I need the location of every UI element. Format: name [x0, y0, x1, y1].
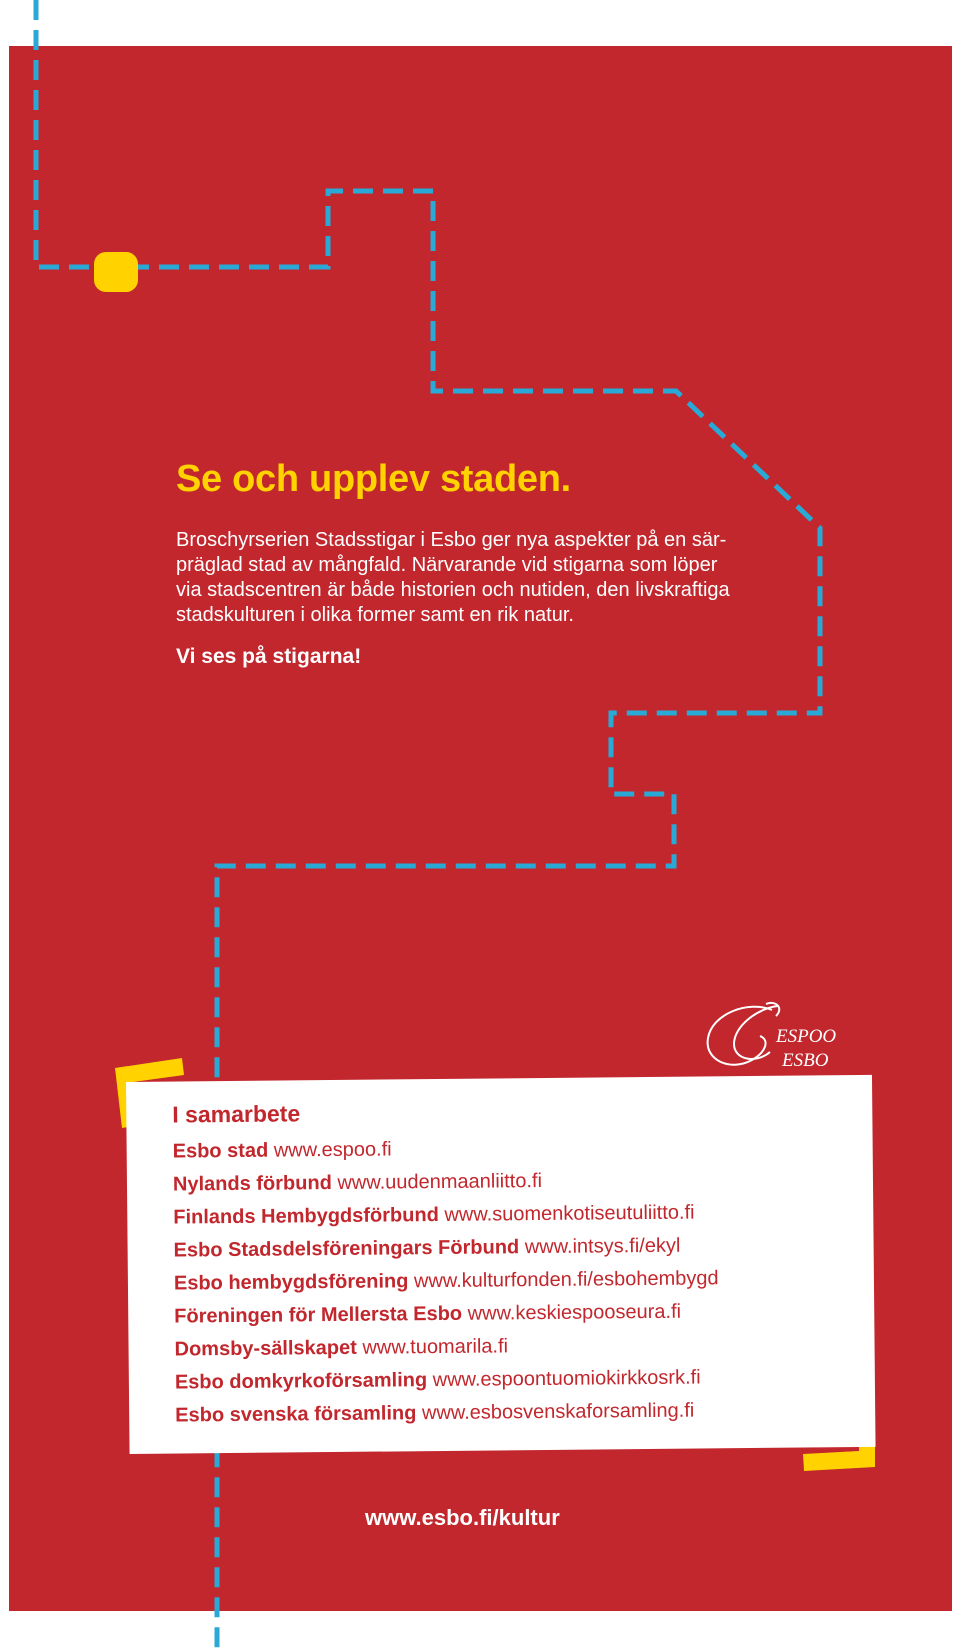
partner-item [173, 1163, 718, 1201]
partner-url[interactable]: www.espoo.fi [273, 1138, 392, 1162]
cooperation-card [126, 1075, 876, 1454]
partner-item [173, 1130, 718, 1168]
intro-line: Broschyrserien Stadsstigar i Esbo ger nya aspekter på en sär- [176, 529, 727, 551]
partner-item [174, 1328, 719, 1366]
partner-name: Föreningen för Mellersta Esbo [174, 1302, 463, 1328]
logo-text-esbo: ESBO [782, 1050, 829, 1071]
partner-url[interactable]: www.tuomarila.fi [362, 1335, 509, 1359]
greeting: Vi ses på stigarna! [176, 645, 362, 668]
intro-paragraph [176, 528, 796, 628]
logo-text-espoo: ESPOO [776, 1026, 837, 1047]
partner-url[interactable]: www.esbosvenskaforsamling.fi [421, 1399, 695, 1425]
partner-name: Esbo svenska församling [175, 1402, 417, 1427]
intro-line: via stadscentren är både historien och nutiden, den livskraftiga [176, 579, 730, 601]
partner-name: Nylands förbund [172, 1172, 332, 1196]
partner-item [173, 1196, 718, 1234]
trail-start-marker [94, 252, 138, 292]
intro-line: präglad stad av mångfald. Närvarande vid stigarna som löper [176, 554, 718, 576]
partner-item [174, 1295, 719, 1333]
partner-item [175, 1394, 720, 1432]
partner-item [173, 1229, 718, 1267]
partner-url[interactable]: www.suomenkotiseutuliitto.fi [444, 1201, 695, 1226]
partner-list [173, 1130, 720, 1432]
partner-url[interactable]: www.espoontuomiokirkkosrk.fi [432, 1366, 701, 1392]
partner-item [174, 1262, 719, 1300]
partner-url[interactable]: www.kulturfonden.fi/esbohembygd [413, 1267, 719, 1293]
partner-name: Esbo hembygdsförening [173, 1270, 409, 1295]
partner-url[interactable]: www.intsys.fi/ekyl [524, 1234, 681, 1259]
partner-name: Domsby-sällskapet [174, 1336, 357, 1361]
headline: Se och upplev staden. [176, 458, 571, 500]
partner-item [175, 1361, 720, 1399]
intro-line: stadskulturen i olika former samt en rik natur. [176, 604, 574, 626]
espoo-esbo-logo [700, 998, 850, 1078]
partner-name: Esbo stad [172, 1139, 269, 1163]
partner-url[interactable]: www.keskiespooseura.fi [467, 1300, 682, 1325]
partner-name: Esbo Stadsdelsföreningars Förbund [173, 1236, 520, 1262]
partner-url[interactable]: www.uudenmaanliitto.fi [337, 1170, 543, 1194]
cooperation-title: I samarbete [172, 1100, 301, 1128]
footer-url-link[interactable]: www.esbo.fi/kultur [365, 1505, 560, 1530]
partner-name: Finlands Hembygdsförbund [173, 1204, 439, 1229]
partner-name: Esbo domkyrkoförsamling [174, 1369, 428, 1394]
